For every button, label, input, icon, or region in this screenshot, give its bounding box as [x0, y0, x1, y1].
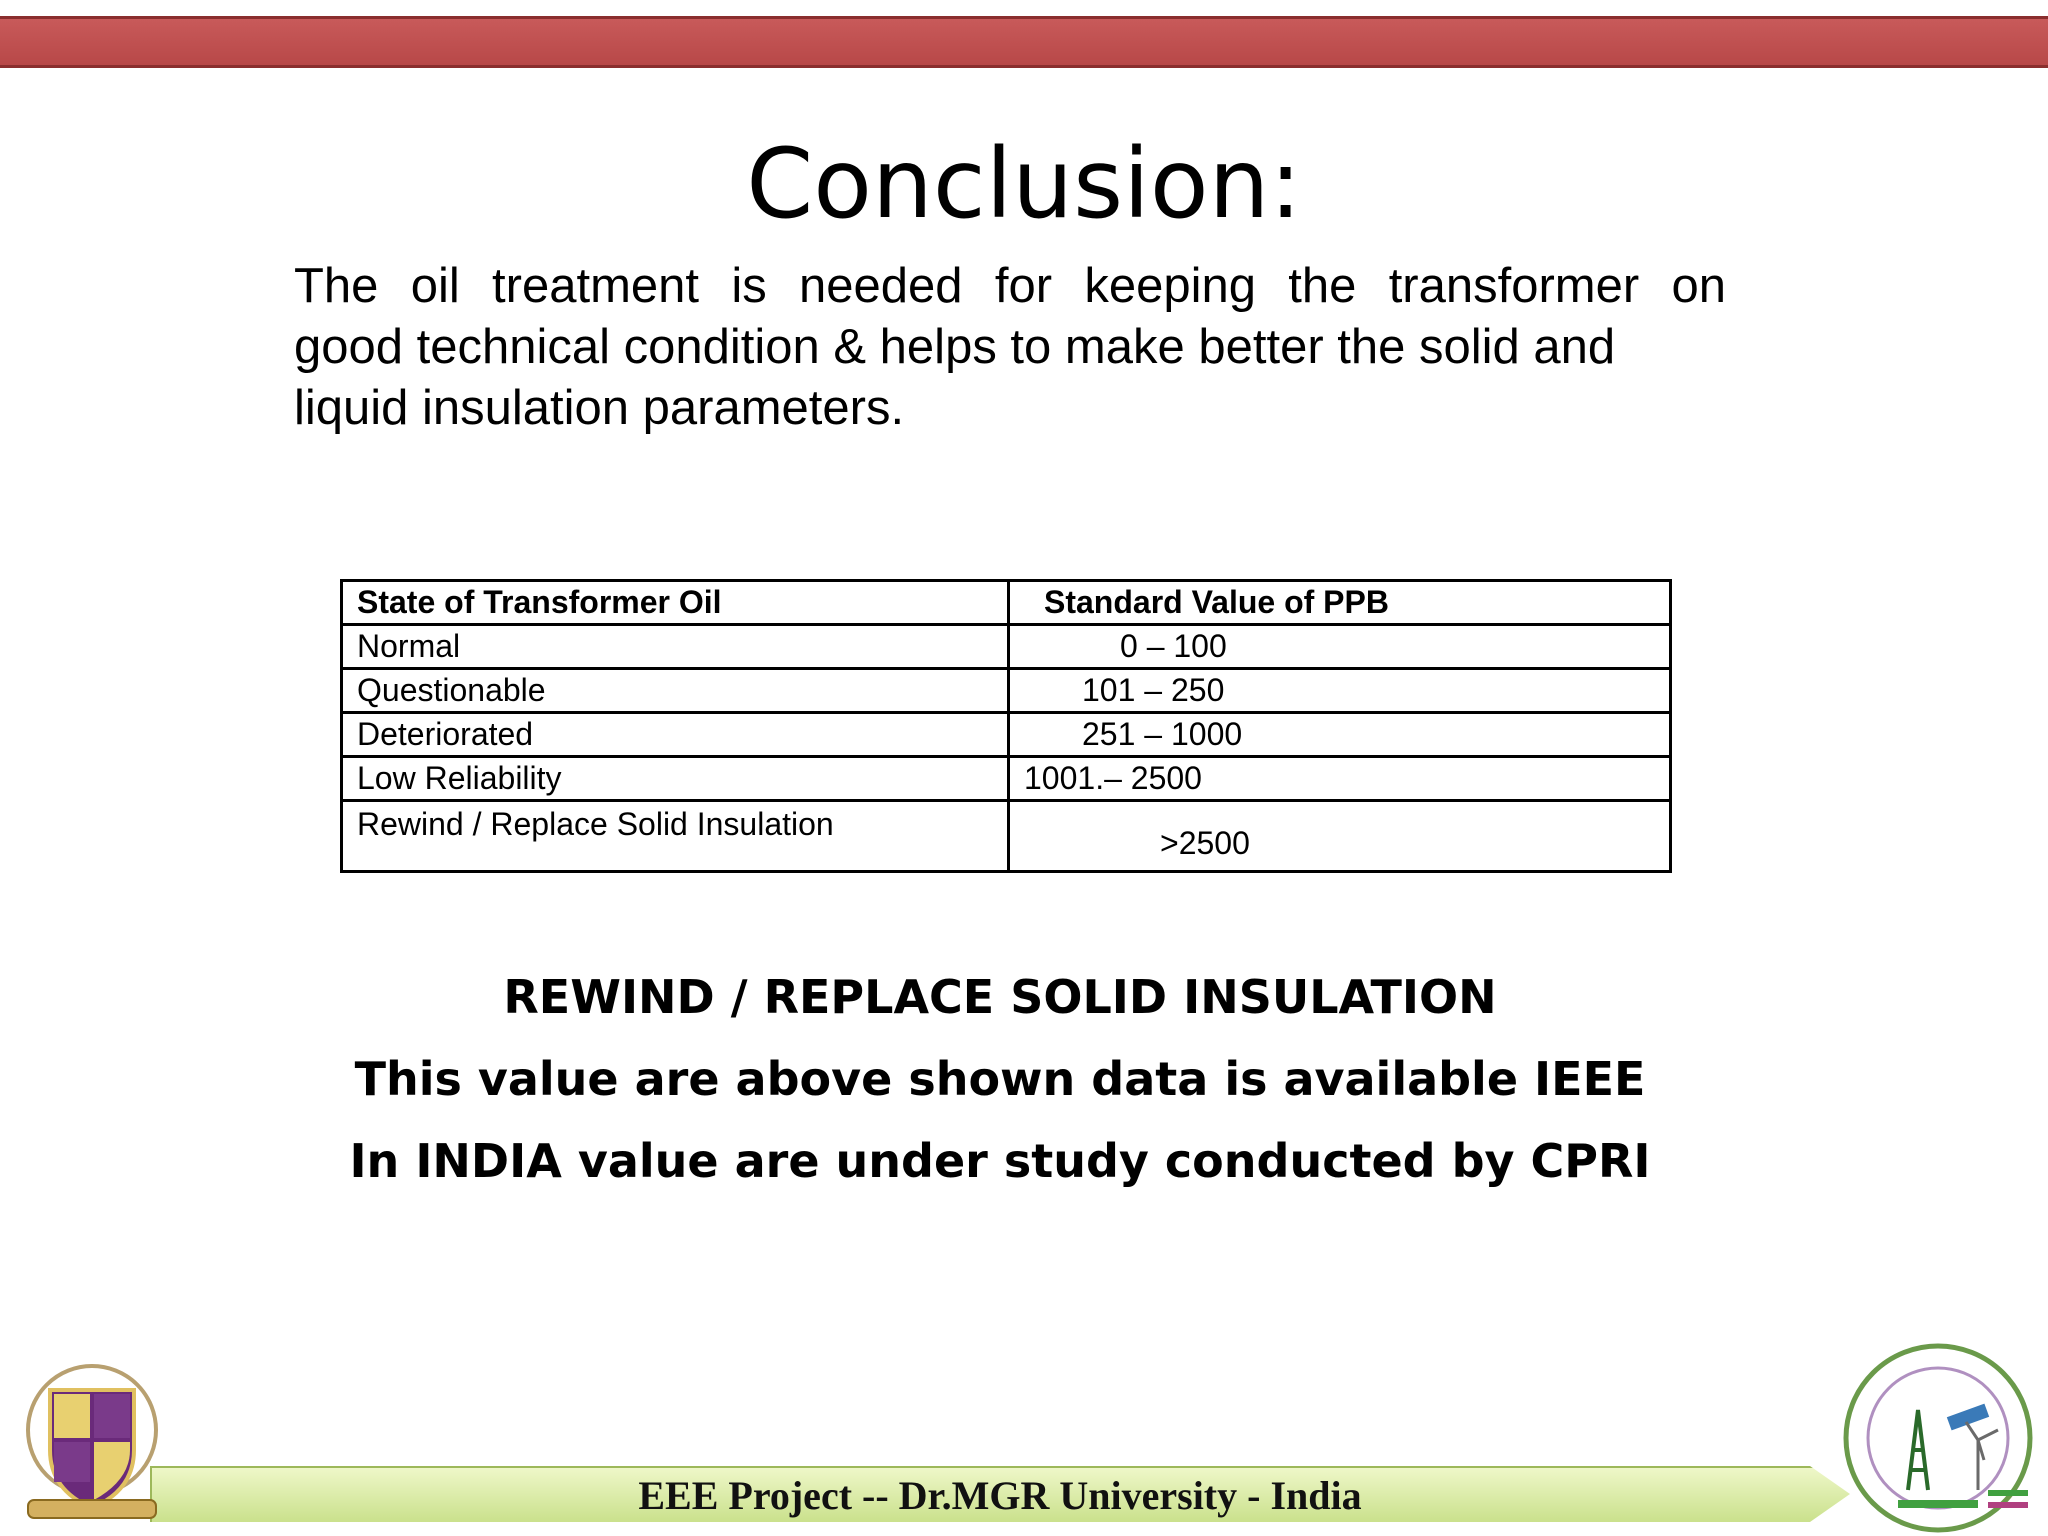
paragraph-line-3: liquid insulation parameters. [294, 381, 905, 435]
table-row [342, 713, 1671, 757]
table-cell-state: Low Reliability [342, 757, 1009, 801]
table-row [342, 625, 1671, 669]
table-cell-state: Rewind / Replace Solid Insulation [342, 801, 1009, 872]
table-cell-state: Normal [342, 625, 1009, 669]
conclusion-paragraph [294, 256, 1726, 439]
footer-text: EEE Project -- Dr.MGR University - India [638, 1473, 1362, 1518]
department-emblem-logo [1838, 1340, 2038, 1536]
paragraph-line-1: The oil treatment is needed for keeping the transformer on [294, 259, 1726, 313]
table-header-state: State of Transformer Oil [342, 581, 1009, 625]
table-header-row [342, 581, 1671, 625]
note-line-1: REWIND / REPLACE SOLID INSULATION [503, 970, 1497, 1024]
top-accent-bar [0, 16, 2048, 68]
note-line-3: In INDIA value are under study conducted by CPRI [349, 1134, 1651, 1188]
table-row [342, 757, 1671, 801]
table-cell-value: 251 – 1000 [1009, 713, 1671, 757]
table-header-value: Standard Value of PPB [1009, 581, 1671, 625]
table-cell-value: 1001.– 2500 [1009, 757, 1671, 801]
table-cell-value: >2500 [1009, 801, 1671, 872]
table-row [342, 669, 1671, 713]
table-cell-state: Deteriorated [342, 713, 1009, 757]
slide-title: Conclusion: [746, 128, 1302, 240]
conclusion-notes [0, 956, 2000, 1202]
table-cell-value: 101 – 250 [1009, 669, 1671, 713]
university-crest-logo [22, 1350, 162, 1526]
ppb-standards-table [340, 579, 1672, 873]
note-line-2: This value are above shown data is available IEEE [354, 1052, 1646, 1106]
table-row [342, 801, 1671, 872]
table-cell-value: 0 – 100 [1009, 625, 1671, 669]
paragraph-line-2: good technical condition & helps to make better the solid and [294, 320, 1616, 374]
table-cell-state: Questionable [342, 669, 1009, 713]
